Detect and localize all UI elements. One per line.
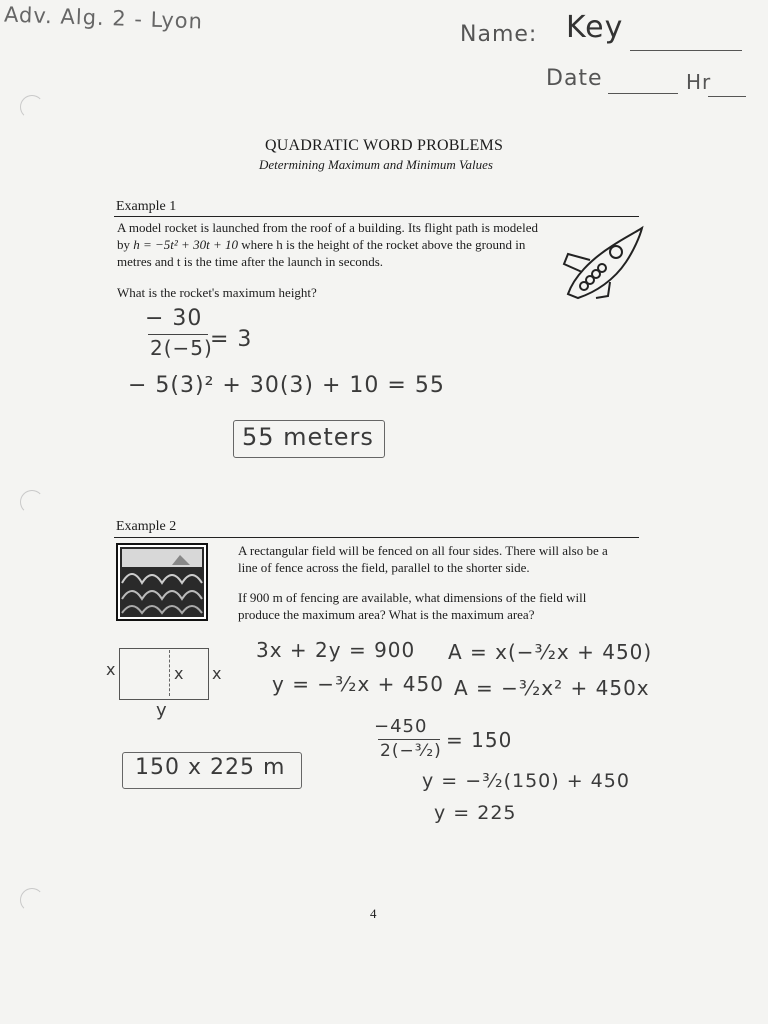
example2-rule: [114, 537, 639, 538]
ex1-answer-box: 55 meters: [233, 420, 385, 458]
example2-line1: A rectangular field will be fenced on all four sides. There will also be a: [238, 543, 608, 558]
ex2-vertex-result: = 150: [446, 728, 513, 752]
date-label: Date: [546, 66, 603, 91]
ex2-y-calculation: y = −³⁄₂(150) + 450: [422, 770, 630, 792]
field-diagram: [119, 648, 209, 700]
binder-hole-middle: [20, 490, 44, 514]
example2-question: [238, 589, 638, 623]
ex2-vertex-numerator: −450: [374, 716, 428, 737]
example1-line2-prefix: by: [117, 237, 134, 252]
ex1-work-numerator: − 30: [145, 306, 203, 331]
ex2-area-equation: A = x(−³⁄₂x + 450): [448, 640, 653, 664]
ex1-work-fraction-bar: [148, 334, 208, 335]
example2-question-line2: produce the maximum area? What is the maximum area?: [238, 607, 535, 622]
diagram-x-left: x: [106, 660, 117, 679]
diagram-y: y: [156, 700, 168, 721]
ex2-y-equation: y = −³⁄₂x + 450: [272, 672, 444, 696]
date-underline: [608, 93, 678, 94]
name-value: Key: [566, 10, 624, 45]
ex1-work-result: = 3: [210, 327, 253, 352]
ex1-work-denominator: 2(−5): [150, 336, 213, 360]
name-underline: [630, 50, 742, 51]
diagram-x-middle: x: [174, 664, 185, 683]
example2-line2: line of fence across the field, parallel to the shorter side.: [238, 560, 530, 575]
example1-line2-suffix: where h is the height of the rocket above the ground in: [237, 237, 526, 252]
example1-rule: [114, 216, 639, 217]
example1-statement: [117, 219, 567, 270]
binder-hole-top: [20, 95, 44, 119]
example1-line1: A model rocket is launched from the roof of a building. Its flight path is modeled: [117, 220, 538, 235]
page-subtitle: Determining Maximum and Minimum Values: [259, 157, 493, 172]
example2-statement: [238, 542, 638, 576]
class-note: Adv. Alg. 2 - Lyon: [3, 2, 204, 34]
example2-question-line1: If 900 m of fencing are available, what dimensions of the field will: [238, 590, 587, 605]
example1-line3: metres and t is the time after the launch in seconds.: [117, 254, 384, 269]
field-picture-icon: [116, 543, 208, 621]
ex2-y-result: y = 225: [434, 802, 517, 824]
rocket-icon: [560, 222, 650, 302]
ex1-work-evaluation: − 5(3)² + 30(3) + 10 = 55: [128, 373, 445, 398]
hour-underline: [708, 96, 746, 97]
ex2-vertex-denominator: 2(−³⁄₂): [380, 741, 442, 761]
example1-line2: [117, 236, 567, 253]
example1-question: What is the rocket's maximum height?: [117, 285, 317, 300]
binder-hole-bottom: [20, 888, 44, 912]
hour-label: Hr: [686, 70, 712, 94]
ex2-area-expanded: A = −³⁄₂x² + 450x: [454, 676, 650, 700]
ex2-vertex-fraction-bar: [378, 739, 440, 740]
field-diagram-divider: [169, 650, 170, 696]
name-label: Name:: [460, 22, 538, 47]
example2-label: Example 2: [116, 519, 177, 534]
ex2-constraint-equation: 3x + 2y = 900: [256, 638, 416, 662]
ex2-answer-box: 150 x 225 m: [122, 752, 302, 789]
diagram-x-right: x: [212, 664, 223, 683]
example1-label: Example 1: [116, 199, 177, 214]
page-title: QUADRATIC WORD PROBLEMS: [264, 137, 504, 154]
example1-equation: h = −5t² + 30t + 10: [133, 237, 238, 252]
page-number: 4: [370, 906, 377, 921]
